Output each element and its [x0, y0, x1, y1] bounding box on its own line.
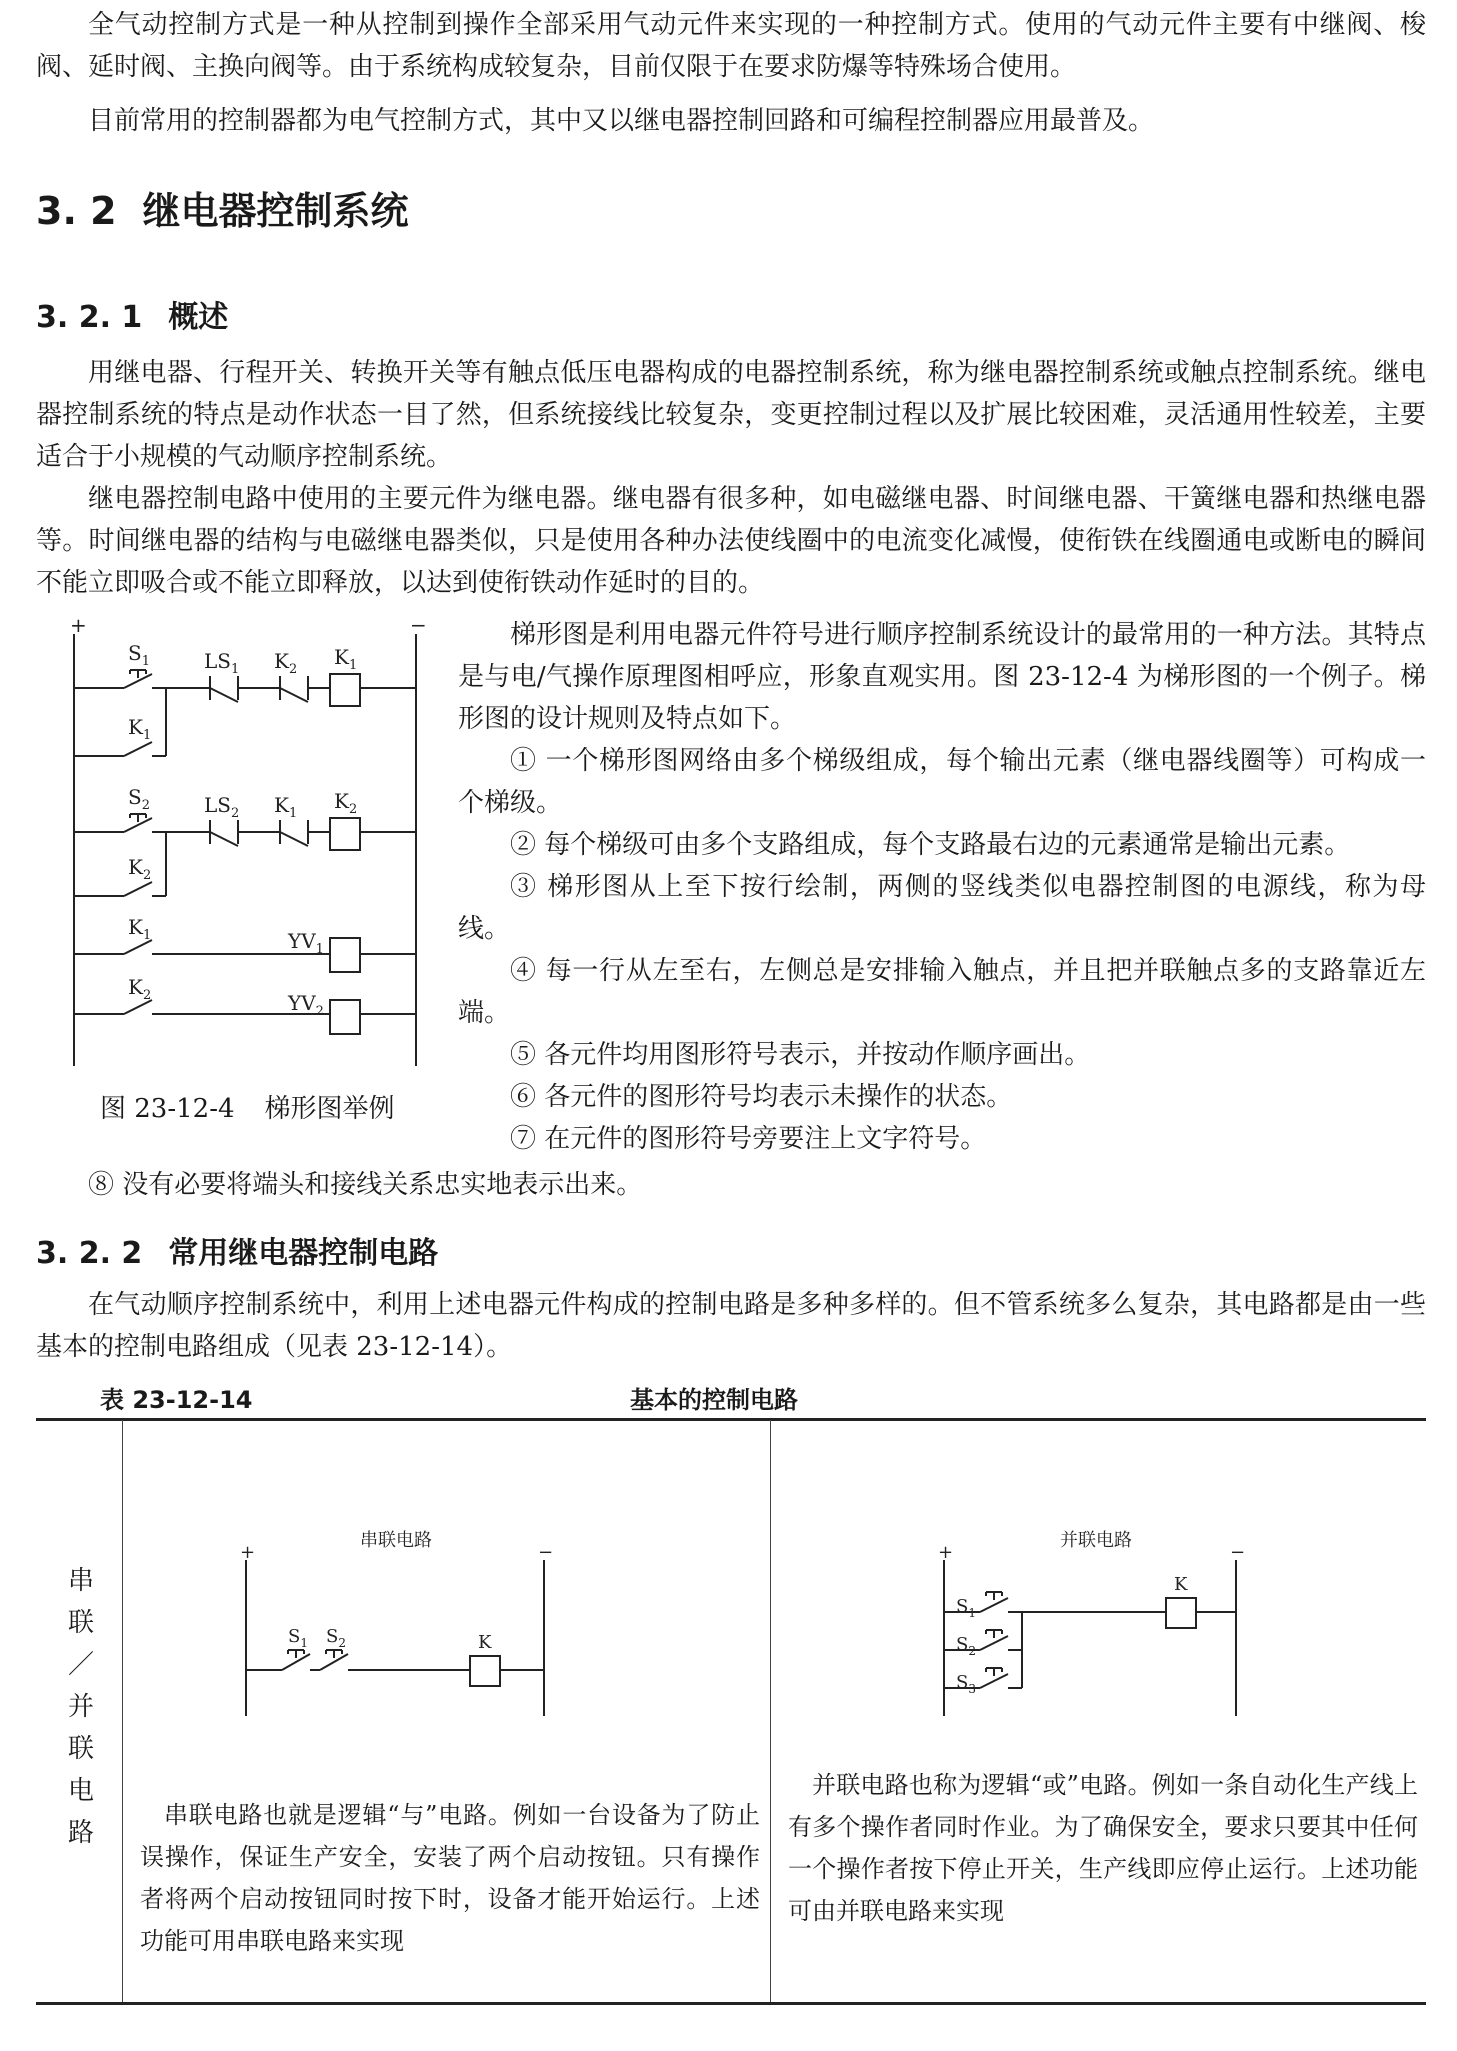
intro-paragraph-2: 目前常用的控制器都为电气控制方式，其中又以继电器控制回路和可编程控制器应用最普及。	[88, 106, 1155, 136]
parallel-circuit-diagram	[930, 1520, 1260, 1720]
svg-text:K1: $K_1$	[274, 793, 298, 821]
svg-text:S1: $S_1$	[288, 1626, 308, 1650]
rule-item-6: ⑥ 各元件的图形符号均表示未操作的状态。	[510, 1082, 1013, 1112]
ladder-intro: 梯形图是利用电器元件符号进行顺序控制系统设计的最常用的一种方法。其特点是与电/气操作原理图相呼应，形象直观实用。图 23-12-4 为梯形图的一个例子。梯形图的设计规则及特点如下。	[458, 620, 1426, 734]
svg-text:S3: $S_3$	[956, 1672, 976, 1696]
svg-text:K2: $K_2$	[274, 649, 298, 677]
rule-item-3: ③ 梯形图从上至下按行绘制，两侧的竖线类似电器控制图的电源线，称为母线。	[458, 872, 1427, 944]
rule-item-4: ④ 每一行从左至右，左侧总是安排输入触点，并且把并联触点多的支路靠近左端。	[458, 956, 1426, 1028]
svg-text:YV1: $YV_1$	[288, 929, 324, 957]
overview-paragraph-2: 继电器控制电路中使用的主要元件为继电器。继电器有很多种，如电磁继电器、时间继电器、干簧继电器和热继电器等。时间继电器的结构与电磁继电器类似，只是使用各种办法使线圈中的电流变化减慢，使衔铁在线圈通电或断电的瞬间不能立即吸合或不能立即释放，以达到使衔铁动作延时的目的。	[36, 484, 1426, 598]
ladder-rules	[458, 614, 1426, 1160]
subsection-title: 常用继电器控制电路	[168, 1236, 439, 1271]
section-number: 3. 2	[36, 189, 117, 233]
svg-text:K2: $K_2$	[128, 855, 152, 883]
svg-text:并联电路: 并联电路	[1060, 1530, 1132, 1551]
table-column-divider	[122, 1420, 123, 2002]
svg-text:S2: $S_2$	[128, 785, 150, 813]
intro-paragraph-1: 全气动控制方式是一种从控制到操作全部采用气动元件来实现的一种控制方式。使用的气动元件主要有中继阀、梭阀、延时阀、主换向阀等。由于系统构成较复杂，目前仅限于在要求防爆等特殊场合使用。	[36, 10, 1426, 82]
svg-text:K: K	[1174, 1574, 1188, 1595]
svg-text:+: +	[70, 616, 87, 637]
svg-text:−: −	[1230, 1542, 1246, 1563]
subsection-number: 3. 2. 2	[36, 1236, 143, 1271]
svg-text:+: +	[240, 1542, 256, 1563]
svg-text:YV2: $YV_2$	[288, 991, 324, 1019]
svg-text:S2: $S_2$	[956, 1634, 976, 1658]
subsection-heading-common-circuits	[36, 1228, 438, 1272]
row-label: 串 联 ／ 并 联 电 路	[67, 1566, 94, 1848]
subsection-title: 概述	[168, 300, 229, 335]
ladder-diagram	[60, 616, 440, 1076]
table-bottom-rule	[36, 2002, 1426, 2005]
rule-item-8: ⑧ 没有必要将端头和接线关系忠实地表示出来。	[88, 1170, 643, 1200]
svg-text:S1: $S_1$	[956, 1596, 976, 1620]
parallel-circuit-description: 并联电路也称为逻辑“或”电路。例如一条自动化生产线上有多个操作者同时作业。为了确保安全，要求只要其中任何一个操作者按下停止开关，生产线即应停止运行。上述功能可由并联电路来实现	[788, 1771, 1418, 1925]
rule-item-7: ⑦ 在元件的图形符号旁要注上文字符号。	[510, 1124, 987, 1154]
svg-text:S2: $S_2$	[326, 1626, 346, 1650]
table-number: 表 23-12-14	[100, 1386, 253, 1414]
svg-text:−: −	[538, 1542, 554, 1563]
svg-text:+: +	[938, 1542, 954, 1563]
rule-item-5: ⑤ 各元件均用图形符号表示，并按动作顺序画出。	[510, 1040, 1091, 1070]
svg-text:K2: $K_2$	[334, 789, 358, 817]
rule-item-2: ② 每个梯级可由多个支路组成，每个支路最右边的元素通常是输出元素。	[510, 830, 1351, 860]
svg-text:K1: $K_1$	[334, 645, 358, 673]
svg-text:K2: $K_2$	[128, 975, 152, 1003]
svg-text:K1: $K_1$	[128, 715, 152, 743]
figure-caption-text: 梯形图举例	[264, 1094, 395, 1124]
series-circuit-diagram	[230, 1520, 570, 1720]
svg-text:S1: $S_1$	[128, 641, 150, 669]
svg-text:串联电路: 串联电路	[360, 1530, 432, 1551]
subsection-heading-overview	[36, 292, 228, 336]
figure-number: 图 23-12-4	[100, 1094, 235, 1124]
table-column-divider	[770, 1420, 771, 2002]
series-circuit-description: 串联电路也就是逻辑“与”电路。例如一台设备为了防止误操作，保证生产安全，安装了两个启动按钮。只有操作者将两个启动按钮同时按下时，设备才能开始运行。上述功能可用串联电路来实现	[140, 1801, 760, 1955]
rule-item-1: ① 一个梯形图网络由多个梯级组成，每个输出元素（继电器线圈等）可构成一个梯级。	[458, 746, 1426, 818]
table-top-rule	[36, 1418, 1426, 1421]
svg-text:K1: $K_1$	[128, 915, 152, 943]
common-circuits-paragraph: 在气动顺序控制系统中，利用上述电器元件构成的控制电路是多种多样的。但不管系统多么复杂，其电路都是由一些基本的控制电路组成（见表 23-12-14）。	[36, 1290, 1426, 1362]
svg-text:K: K	[478, 1632, 492, 1653]
figure-caption	[100, 1088, 395, 1125]
section-title: 继电器控制系统	[142, 189, 409, 233]
section-heading	[36, 180, 409, 235]
svg-text:LS2: $LS_2$	[204, 793, 240, 821]
svg-text:LS1: $LS_1$	[204, 649, 240, 677]
subsection-number: 3. 2. 1	[36, 300, 143, 335]
overview-paragraph-1: 用继电器、行程开关、转换开关等有触点低压电器构成的电器控制系统，称为继电器控制系统或触点控制系统。继电器控制系统的特点是动作状态一目了然，但系统接线比较复杂，变更控制过程以及扩展比较困难，灵活通用性较差，主要适合于小规模的气动顺序控制系统。	[36, 358, 1426, 472]
table-title: 基本的控制电路	[630, 1386, 798, 1414]
svg-text:−: −	[410, 616, 427, 637]
